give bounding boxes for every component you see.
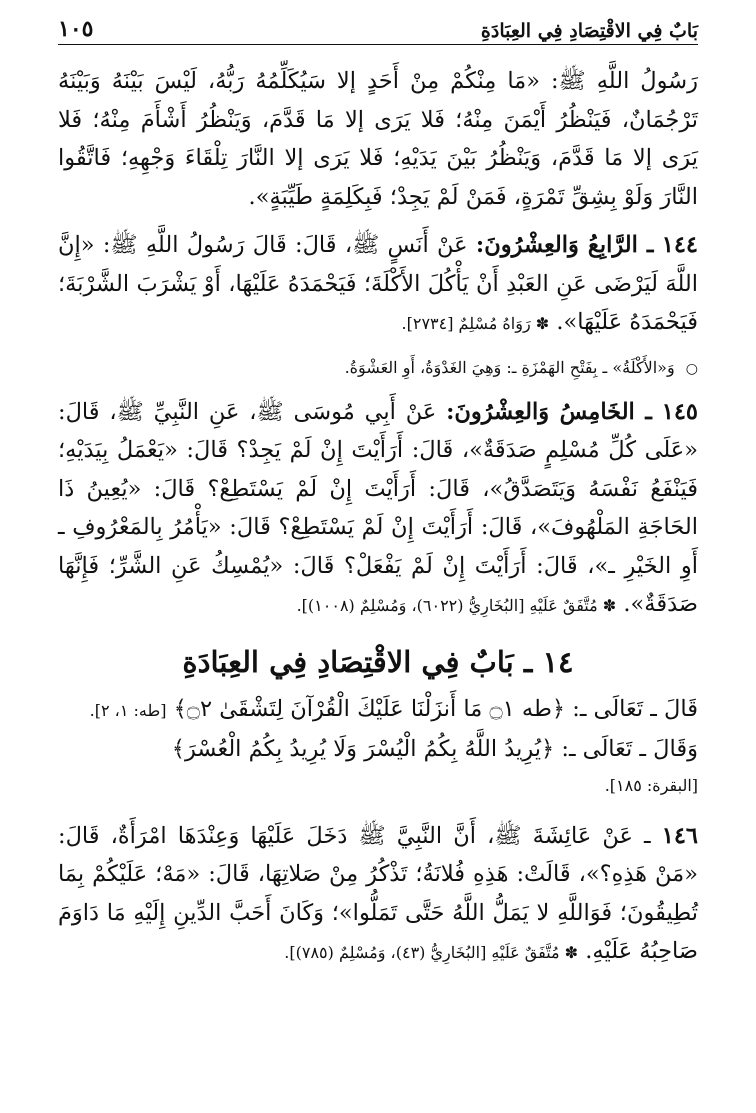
hadith-146-source: ✽ مُتَّفَقٌ عَلَيْهِ [البُخَارِيُّ (٤٣)، وَمُسْلِمٌ (٧٨٥)]. [284, 943, 579, 962]
verse-1 [58, 690, 698, 731]
page-number: ١٠٥ [58, 16, 94, 42]
page-header [58, 10, 698, 45]
verse-1-intro: قَالَ ـ تَعَالَى ـ: [572, 695, 698, 722]
hadith-146-paragraph [58, 817, 698, 973]
hadith-145-title: ـ الخَامِسُ وَالعِشْرُونَ: [446, 398, 652, 425]
hadith-145-number: ١٤٥ [661, 398, 698, 425]
hadith-146-number: ١٤٦ [661, 822, 698, 849]
hadith-145-paragraph [58, 393, 698, 626]
note-144 [58, 354, 698, 383]
hadith-144 [58, 226, 698, 344]
verse-2-intro: وَقَالَ ـ تَعَالَى ـ: [561, 736, 698, 762]
note-marker: ○ [685, 360, 698, 377]
page-content [58, 62, 698, 983]
hadith-144-number: ١٤٤ [661, 232, 698, 258]
chapter-title: ١٤ ـ بَابٌ فِي الاقْتِصَادِ فِي العِبَادَةِ [182, 644, 574, 679]
verse-1-ref: [طه: ١، ٢]. [89, 700, 167, 720]
paragraph-1 [58, 62, 698, 216]
hadith-146 [58, 817, 698, 973]
running-title: بَابٌ فِي الاقْتِصَادِ فِي العِبَادَةِ [480, 20, 698, 42]
paragraph-1-text: رَسُولُ اللَّهِ ﷺ: «مَا مِنْكُمْ مِنْ أَحَدٍ إلا سَيُكَلِّمُهُ رَبُّهُ، لَيْسَ بَيْنَهُ وَبَيْنَهُ تَرْجُمَانٌ، فَيَنْظُرُ أَيْمَنَ مِنْهُ؛ فَلا يَرَى إلا مَا قَدَّمَ، وَيَنْظُرُ أَشْأَمَ مِنْهُ؛ فَلا يَرَى إلا مَا قَدَّمَ، وَيَنْظُرُ بَيْنَ يَدَيْهِ؛ فَلا يَرَى إلا النَّارَ تِلْقَاءَ وَجْهِهِ؛ فَاتَّقُوا النَّارَ وَلَوْ بِشِقِّ تَمْرَةٍ، فَمَنْ لَمْ يَجِدْ؛ فَبِكَلِمَةٍ طَيِّبَةٍ». [58, 68, 698, 210]
verse-2-ref: [البقرة: ١٨٥]. [604, 775, 698, 795]
hadith-144-paragraph [58, 226, 698, 344]
verse-2-text: ﴿يُرِيدُ اللَّهُ بِكُمُ الْيُسْرَ وَلَا يُرِيدُ بِكُمُ الْعُسْرَ﴾ [171, 736, 555, 762]
note-144-text: وَ«الأَكْلَةُ» ـ بِفَتْحِ الهَمْزَةِ ـ: وَهِيَ الغَدْوَةُ، أَوِ العَشْوَةُ. [344, 357, 675, 377]
hadith-144-source: ✽ رَوَاهُ مُسْلِمٌ [٢٧٣٤]. [401, 314, 550, 333]
verse-1-text: ﴿طه ۝١ مَا أَنزَلْنَا عَلَيْكَ الْقُرْآنَ لِتَشْقَىٰ ۝٢﴾ [173, 695, 566, 722]
hadith-146-text: ـ عَنْ عَائِشَةَ ﷺ، أَنَّ النَّبِيَّ ﷺ دَخَلَ عَلَيْهَا وَعِنْدَهَا امْرَأَةٌ، قَالَ: «مَنْ هَذِهِ؟»، قَالَتْ: هَذِهِ فُلانَةُ؛ تَذْكُرُ مِنْ صَلاتِهَا، قَالَ: «مَهْ؛ عَلَيْكُمْ بِمَا تُطِيقُونَ؛ فَوَاللَّهِ لا يَمَلُّ اللَّهُ حَتَّى تَمَلُّوا»؛ وَكَانَ أَحَبَّ الدِّينِ إِلَيْهِ مَا دَاوَمَ صَاحِبُهُ عَلَيْهِ. [58, 822, 698, 964]
hadith-145 [58, 393, 698, 626]
verse-2-ref-line [58, 769, 698, 803]
hadith-145-source: ✽ مُتَّفَقٌ عَلَيْهِ [البُخَارِيُّ (٦٠٢٢)، وَمُسْلِمٌ (١٠٠٨)]. [296, 596, 617, 615]
verse-2 [58, 730, 698, 769]
hadith-145-text: عَنْ أَبِي مُوسَى ﷺ، عَنِ النَّبِيِّ ﷺ، قَالَ: «عَلَى كُلِّ مُسْلِمٍ صَدَقَةٌ»، قَالَ: أَرَأَيْتَ إِنْ لَمْ يَجِدْ؟ قَالَ: «يَعْمَلُ بِيَدَيْهِ؛ فَيَنْفَعُ نَفْسَهُ وَيَتَصَدَّقُ»، قَالَ: أَرَأَيْتَ إِنْ لَمْ يَسْتَطِعْ؟ قَالَ: «يُعِينُ ذَا الحَاجَةِ المَلْهُوفَ»، قَالَ: أَرَأَيْتَ إِنْ لَمْ يَسْتَطِعْ؟ قَالَ: «يَأْمُرُ بِالمَعْرُوفِ ـ أَوِ الخَيْرِ ـ»، قَالَ: أَرَأَيْتَ إِنْ لَمْ يَفْعَلْ؟ قَالَ: «يُمْسِكُ عَنِ الشَّرِّ؛ فَإِنَّهَا صَدَقَةٌ». [58, 398, 698, 617]
hadith-144-title: ـ الرَّابِعُ وَالعِشْرُونَ: [475, 232, 654, 258]
hadith-144-text: عَنْ أَنَسٍ ﷺ، قَالَ: قَالَ رَسُولُ اللَّهِ ﷺ: «إِنَّ اللَّهَ لَيَرْضَى عَنِ العَبْدِ أَنْ يَأْكُلَ الأَكْلَةَ؛ فَيَحْمَدَهُ عَلَيْهَا، أَوْ يَشْرَبَ الشَّرْبَةَ؛ فَيَحْمَدَهُ عَلَيْهَا». [58, 232, 698, 335]
